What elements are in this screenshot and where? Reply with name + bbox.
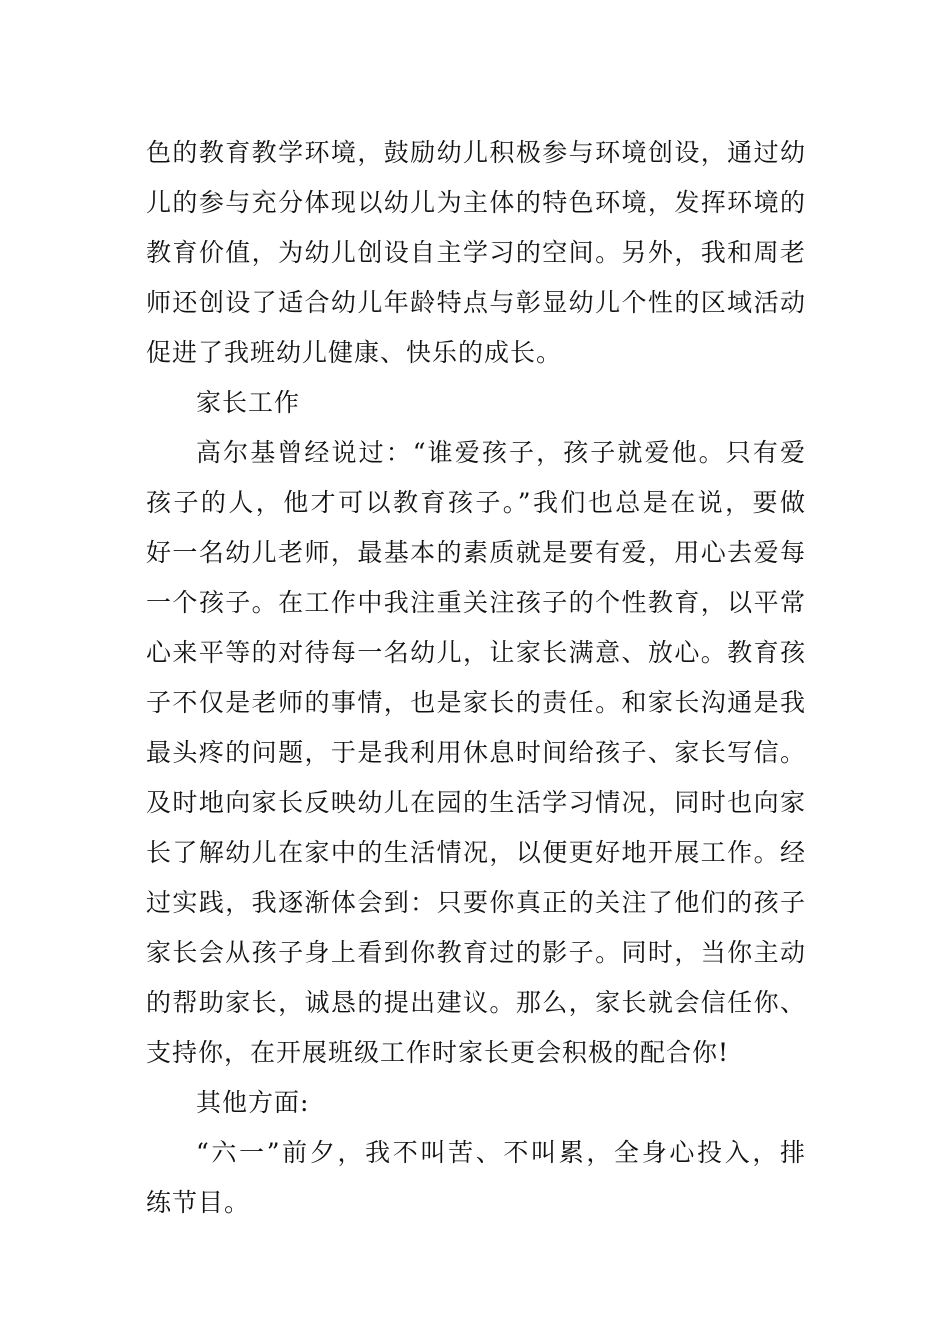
paragraph-line: 家长会从孩子身上看到你教育过的影子。同时，当你主动: [146, 938, 806, 967]
paragraph-line: 好一名幼儿老师，最基本的素质就是要有爱，用心去爱每: [146, 538, 806, 567]
section-heading: 家长工作: [196, 388, 301, 417]
paragraph-line: 色的教育教学环境，鼓励幼儿积极参与环境创设，通过幼: [146, 138, 806, 167]
section-heading: 其他方面:: [196, 1088, 310, 1117]
paragraph-line: 最头疼的问题，于是我利用休息时间给孩子、家长写信。: [146, 738, 806, 767]
paragraph-line: 一个孩子。在工作中我注重关注孩子的个性教育，以平常: [146, 588, 806, 617]
paragraph-line: 孩子的人，他才可以教育孩子。”我们也总是在说，要做: [146, 488, 806, 517]
paragraph-line: 支持你，在开展班级工作时家长更会积极的配合你!: [146, 1038, 730, 1067]
paragraph-line: 师还创设了适合幼儿年龄特点与彰显幼儿个性的区域活动: [146, 288, 806, 317]
paragraph-line: 的帮助家长，诚恳的提出建议。那么，家长就会信任你、: [146, 988, 806, 1017]
paragraph-line: 练节目。: [146, 1188, 251, 1217]
document-body: [146, 128, 806, 1228]
paragraph-line: 及时地向家长反映幼儿在园的生活学习情况，同时也向家: [146, 788, 806, 817]
paragraph-line: 儿的参与充分体现以幼儿为主体的特色环境，发挥环境的: [146, 188, 806, 217]
paragraph-line: 促进了我班幼儿健康、快乐的成长。: [146, 338, 563, 367]
paragraph-line: 教育价值，为幼儿创设自主学习的空间。另外，我和周老: [146, 238, 806, 267]
paragraph-line: 子不仅是老师的事情，也是家长的责任。和家长沟通是我: [146, 688, 806, 717]
paragraph-line: 过实践，我逐渐体会到：只要你真正的关注了他们的孩子: [146, 888, 806, 917]
paragraph-line: “六一”前夕，我不叫苦、不叫累，全身心投入，排: [196, 1138, 806, 1167]
paragraph-line: 长了解幼儿在家中的生活情况，以便更好地开展工作。经: [146, 838, 806, 867]
paragraph-line: 高尔基曾经说过：“谁爱孩子，孩子就爱他。只有爱: [196, 438, 806, 467]
paragraph-line: 心来平等的对待每一名幼儿，让家长满意、放心。教育孩: [146, 638, 806, 667]
